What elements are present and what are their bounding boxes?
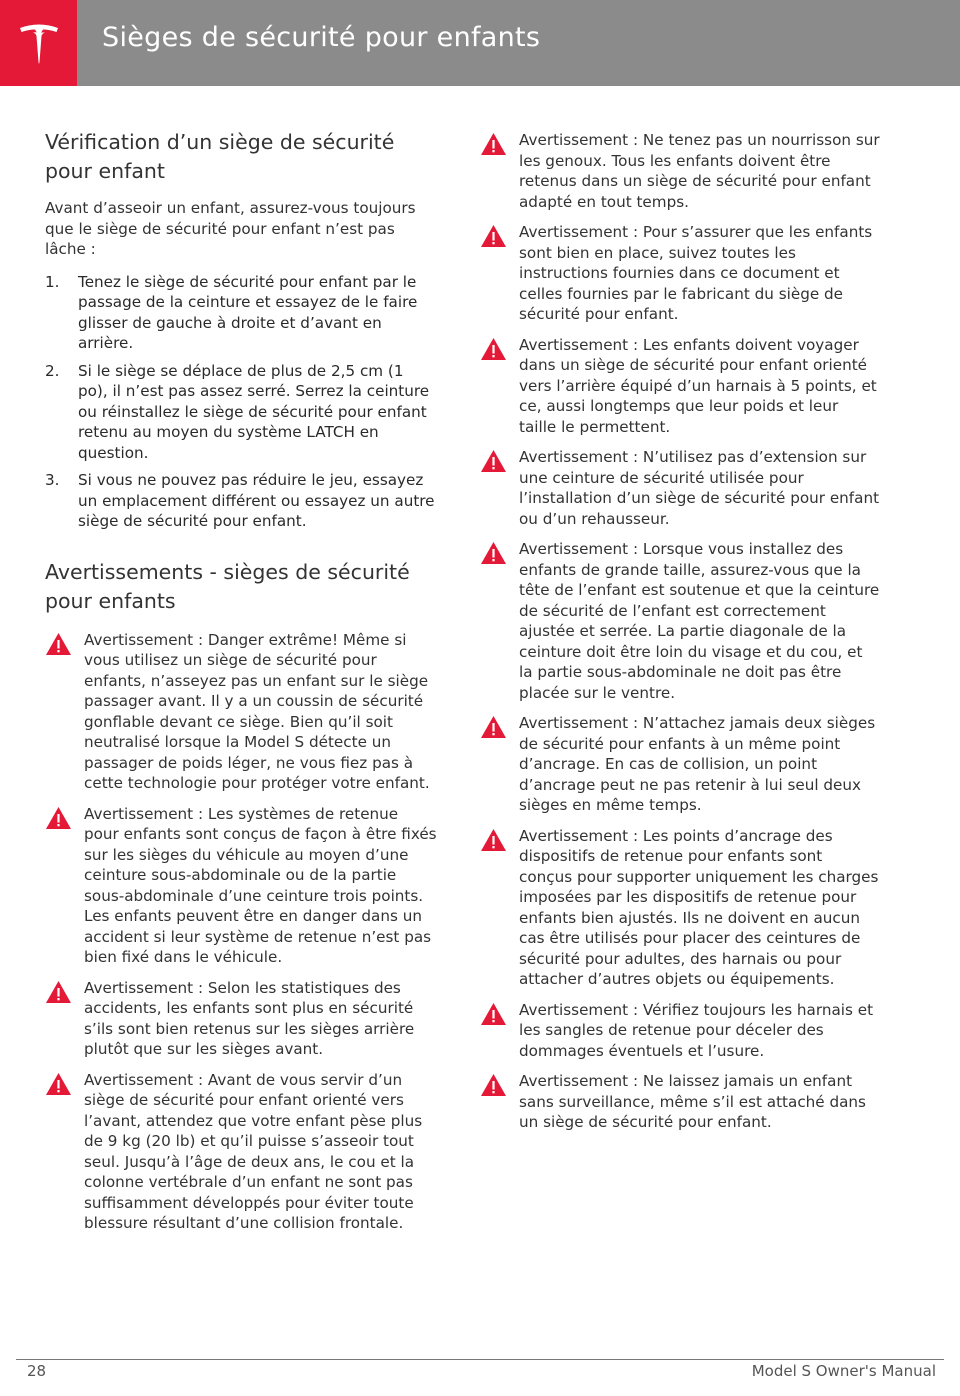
warning-triangle-icon [480, 132, 507, 156]
warning-item [45, 978, 437, 1060]
warning-triangle-icon [480, 715, 507, 739]
warning-text: Avertissement : Avant de vous servir d’un siège de sécurité pour enfant orienté vers l’avant, attendez que votre enfant pèse plus de 9 kg (20 lb) et qu’il puisse s’asseoir tout seul. Jusqu’à l’âge de deux ans, le cou et la colonne vertébrale d’un enfant ne sont pas suffisamment développés pour éviter toute blessure résultant d’une collision frontale. [84, 1070, 423, 1232]
warning-item [45, 804, 437, 968]
section-heading-verification: Vérification d’un siège de sécurité pour enfant [45, 130, 395, 183]
warning-text: Avertissement : N’utilisez pas d’extension sur une ceinture de sécurité utilisée pour l’installation d’un siège de sécurité pour enfant ou d’un rehausseur. [519, 448, 880, 528]
warning-triangle-icon [45, 1072, 72, 1096]
warning-triangle-icon [480, 337, 507, 361]
warning-triangle-icon [480, 449, 507, 473]
warning-text: Avertissement : Les points d’ancrage des dispositifs de retenue pour enfants sont conçus pour supporter uniquement les charges imposées par les dispositifs de retenue pour enfants bien ajustés. Ils ne doivent en aucun cas être utilisés pour placer des ceintures de sécurité pour adultes, des harnais ou pour attacher d’autres objets ou équipements. [519, 826, 879, 988]
warning-item [45, 1070, 437, 1234]
step-number: 1. [45, 272, 60, 291]
section-heading-warnings: Avertissements - sièges de sécurité pour enfants [45, 559, 410, 613]
warning-text: Avertissement : Ne laissez jamais un enfant sans surveillance, même s’il est attaché dans un siège de sécurité pour enfant. [519, 1072, 866, 1131]
step-number: 2. [45, 361, 60, 380]
warning-triangle-icon [45, 806, 72, 830]
warning-item [480, 539, 880, 703]
warning-triangle-icon [45, 632, 72, 656]
warning-item [480, 826, 880, 990]
right-column [480, 130, 880, 1143]
warning-text: Avertissement : Selon les statistiques des accidents, les enfants sont plus en sécurité s’ils sont bien retenus sur les sièges arrière plutôt que sur les sièges avant. [84, 978, 415, 1058]
warning-text: Avertissement : N’attachez jamais deux sièges de sécurité pour enfants à un même point d’ancrage. En cas de collision, un point d’ancrage peut ne pas retenir à lui seul deux sièges en même temps. [519, 714, 876, 814]
step-text: Si vous ne pouvez pas réduire le jeu, essayez un emplacement différent ou essayez un autre siège de sécurité pour enfant. [78, 471, 435, 530]
step-text: Tenez le siège de sécurité pour enfant par le passage de la ceinture et essayez de le faire glisser de gauche à droite et d’avant en arrière. [78, 272, 418, 352]
warning-text: Avertissement : Danger extrême! Même si vous utilisez un siège de sécurité pour enfants, n’asseyez pas un enfant sur le siège passager avant. Il y a un coussin de sécurité gonflable devant ce siège. Bien qu’il soit neutralisé lorsque la Model S détecte un passager de poids léger, ne vous fiez pas à cette technologie pour protéger votre enfant. [84, 630, 430, 792]
page-number: 28 [27, 1362, 47, 1380]
warning-triangle-icon [480, 1002, 507, 1026]
list-item [45, 470, 437, 532]
warning-item [480, 713, 880, 816]
page-title: Sièges de sécurité pour enfants [102, 22, 541, 53]
warning-text: Avertissement : Les systèmes de retenue pour enfants sont conçus de façon à être fixés sur les sièges du véhicule au moyen d’une ceinture sous-abdominale ou de la partie sous-abdominale d’une ceinture trois points. Les enfants peuvent être en danger dans un accident si leur système de retenue n’est pas bien fixé dans le véhicule. [84, 804, 437, 966]
warning-triangle-icon [480, 224, 507, 248]
warning-item [480, 130, 880, 212]
warning-item [480, 222, 880, 325]
steps-list [45, 272, 437, 532]
page-header [0, 0, 960, 86]
warning-text: Avertissement : Ne tenez pas un nourrisson sur les genoux. Tous les enfants doivent être retenus dans un siège de sécurité pour enfant adapté en tout temps. [519, 131, 880, 211]
logo-box [0, 0, 77, 86]
list-item [45, 361, 437, 464]
left-column [45, 128, 437, 1244]
manual-name: Model S Owner's Manual [751, 1362, 936, 1380]
warning-triangle-icon [480, 828, 507, 852]
warning-triangle-icon [480, 1073, 507, 1097]
tesla-logo-icon [16, 20, 62, 66]
warning-text: Avertissement : Les enfants doivent voyager dans un siège de sécurité pour enfant orienté vers l’arrière équipé d’un harnais à 5 points, et ce, aussi longtemps que leur poids et leur taille le permettent. [519, 335, 877, 436]
warning-item [45, 630, 437, 794]
warning-text: Avertissement : Vérifiez toujours les harnais et les sangles de retenue pour déceler des dommages éventuels et l’usure. [519, 1000, 874, 1060]
step-number: 3. [45, 471, 60, 489]
warning-item [480, 447, 880, 529]
warning-triangle-icon [480, 541, 507, 565]
warning-item [480, 1071, 880, 1133]
list-item [45, 272, 437, 354]
warning-item [480, 1000, 880, 1062]
step-text: Si le siège se déplace de plus de 2,5 cm (1 po), il n’est pas assez serré. Serrez la ceinture ou réinstallez le siège de sécurité pour enfant retenu au moyen du système LATCH en question. [78, 361, 430, 462]
intro-paragraph: Avant d’asseoir un enfant, assurez-vous toujours que le siège de sécurité pour enfant n’est pas lâche : [45, 199, 416, 258]
warning-triangle-icon [45, 980, 72, 1004]
warning-text: Avertissement : Pour s’assurer que les enfants sont bien en place, suivez toutes les instructions fournies dans ce document et celles fournies par le fabricant du siège de sécurité pour enfant. [519, 223, 873, 323]
footer-divider [16, 1359, 944, 1360]
warning-item [480, 335, 880, 438]
warning-text: Avertissement : Lorsque vous installez des enfants de grande taille, assurez-vous que la tête de l’enfant est soutenue et que la ceinture de sécurité de l’enfant est correctement ajustée et serrée. La partie diagonale de la ceinture doit être loin du visage et du cou, et la partie sous-abdominale ne doit pas être placée sur le ventre. [519, 540, 880, 702]
